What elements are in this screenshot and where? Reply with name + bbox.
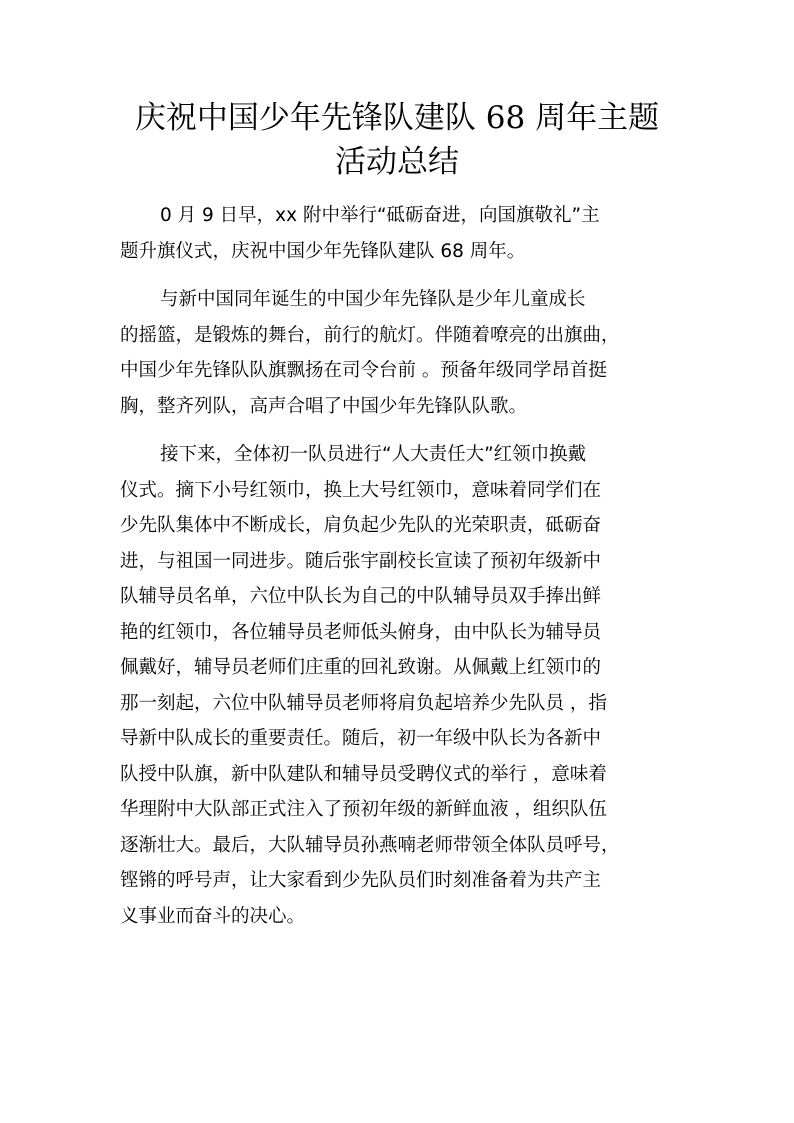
paragraph-line: 铿锵的呼号声，让大家看到少先队员们时刻准备着为共产主 [120,870,602,891]
paragraph-line: 导新中队成长的重要责任。随后，初一年级中队长为各新中 [120,728,602,749]
paragraph-line: 题升旗仪式，庆祝中国少年先锋队建队 68 周年。 [120,240,526,262]
paragraph-line: 0 月 9 日早，xx 附中举行“砥砺奋进，向国旗敬礼”主 [160,205,600,226]
paragraph-1 [120,198,680,269]
paragraph-line: 义事业而奋斗的决心。 [120,905,306,927]
paragraph-3 [120,437,680,934]
paragraph-line: 仪式。摘下小号红领巾，换上大号红领巾，意味着同学们在 [120,479,602,501]
paragraph-line: 与新中国同年诞生的中国少年先锋队是少年儿童成长 [160,289,586,310]
paragraph-line: 队辅导员名单，六位中队长为自己的中队辅导员双手捧出鲜 [120,586,602,607]
paragraph-2 [120,282,680,424]
paragraph-line: 中国少年先锋队队旗飘扬在司令台前 。预备年级同学昂首挺 [120,360,607,381]
paragraph-line: 那一刻起，六位中队辅导员老师将肩负起培养少先队员 ，指 [120,692,607,714]
paragraph-line: 逐渐壮大。最后，大队辅导员孙燕喃老师带领全体队员呼号， [120,834,620,856]
document-body [120,198,680,934]
document-title-line-1: 庆祝中国少年先锋队建队 68 周年主题 [134,100,660,136]
paragraph-line: 胸，整齐列队，高声合唱了中国少年先锋队队歌。 [120,395,528,417]
paragraph-line: 佩戴好，辅导员老师们庄重的回礼致谢。从佩戴上红领巾的 [120,657,602,678]
paragraph-line: 少先队集体中不断成长，肩负起少先队的光荣职责，砥砺奋 [120,515,602,536]
paragraph-line: 华理附中大队部正式注入了预初年级的新鲜血液 ，组织队伍 [120,799,607,820]
paragraph-line: 艳的红领巾，各位辅导员老师低头俯身，由中队长为辅导员 [120,621,602,643]
document-title-line-2: 活动总结 [335,144,459,180]
paragraph-line: 队授中队旗，新中队建队和辅导员受聘仪式的举行 ，意味着 [120,763,607,785]
paragraph-line: 接下来，全体初一队员进行“人大责任大”红领巾换戴 [160,444,587,465]
paragraph-line: 的摇篮，是锻炼的舞台，前行的航灯。伴随着嘹亮的出旗曲， [120,324,620,346]
paragraph-line: 进，与祖国一同进步。随后张宇副校长宣读了预初年级新中 [120,550,602,572]
